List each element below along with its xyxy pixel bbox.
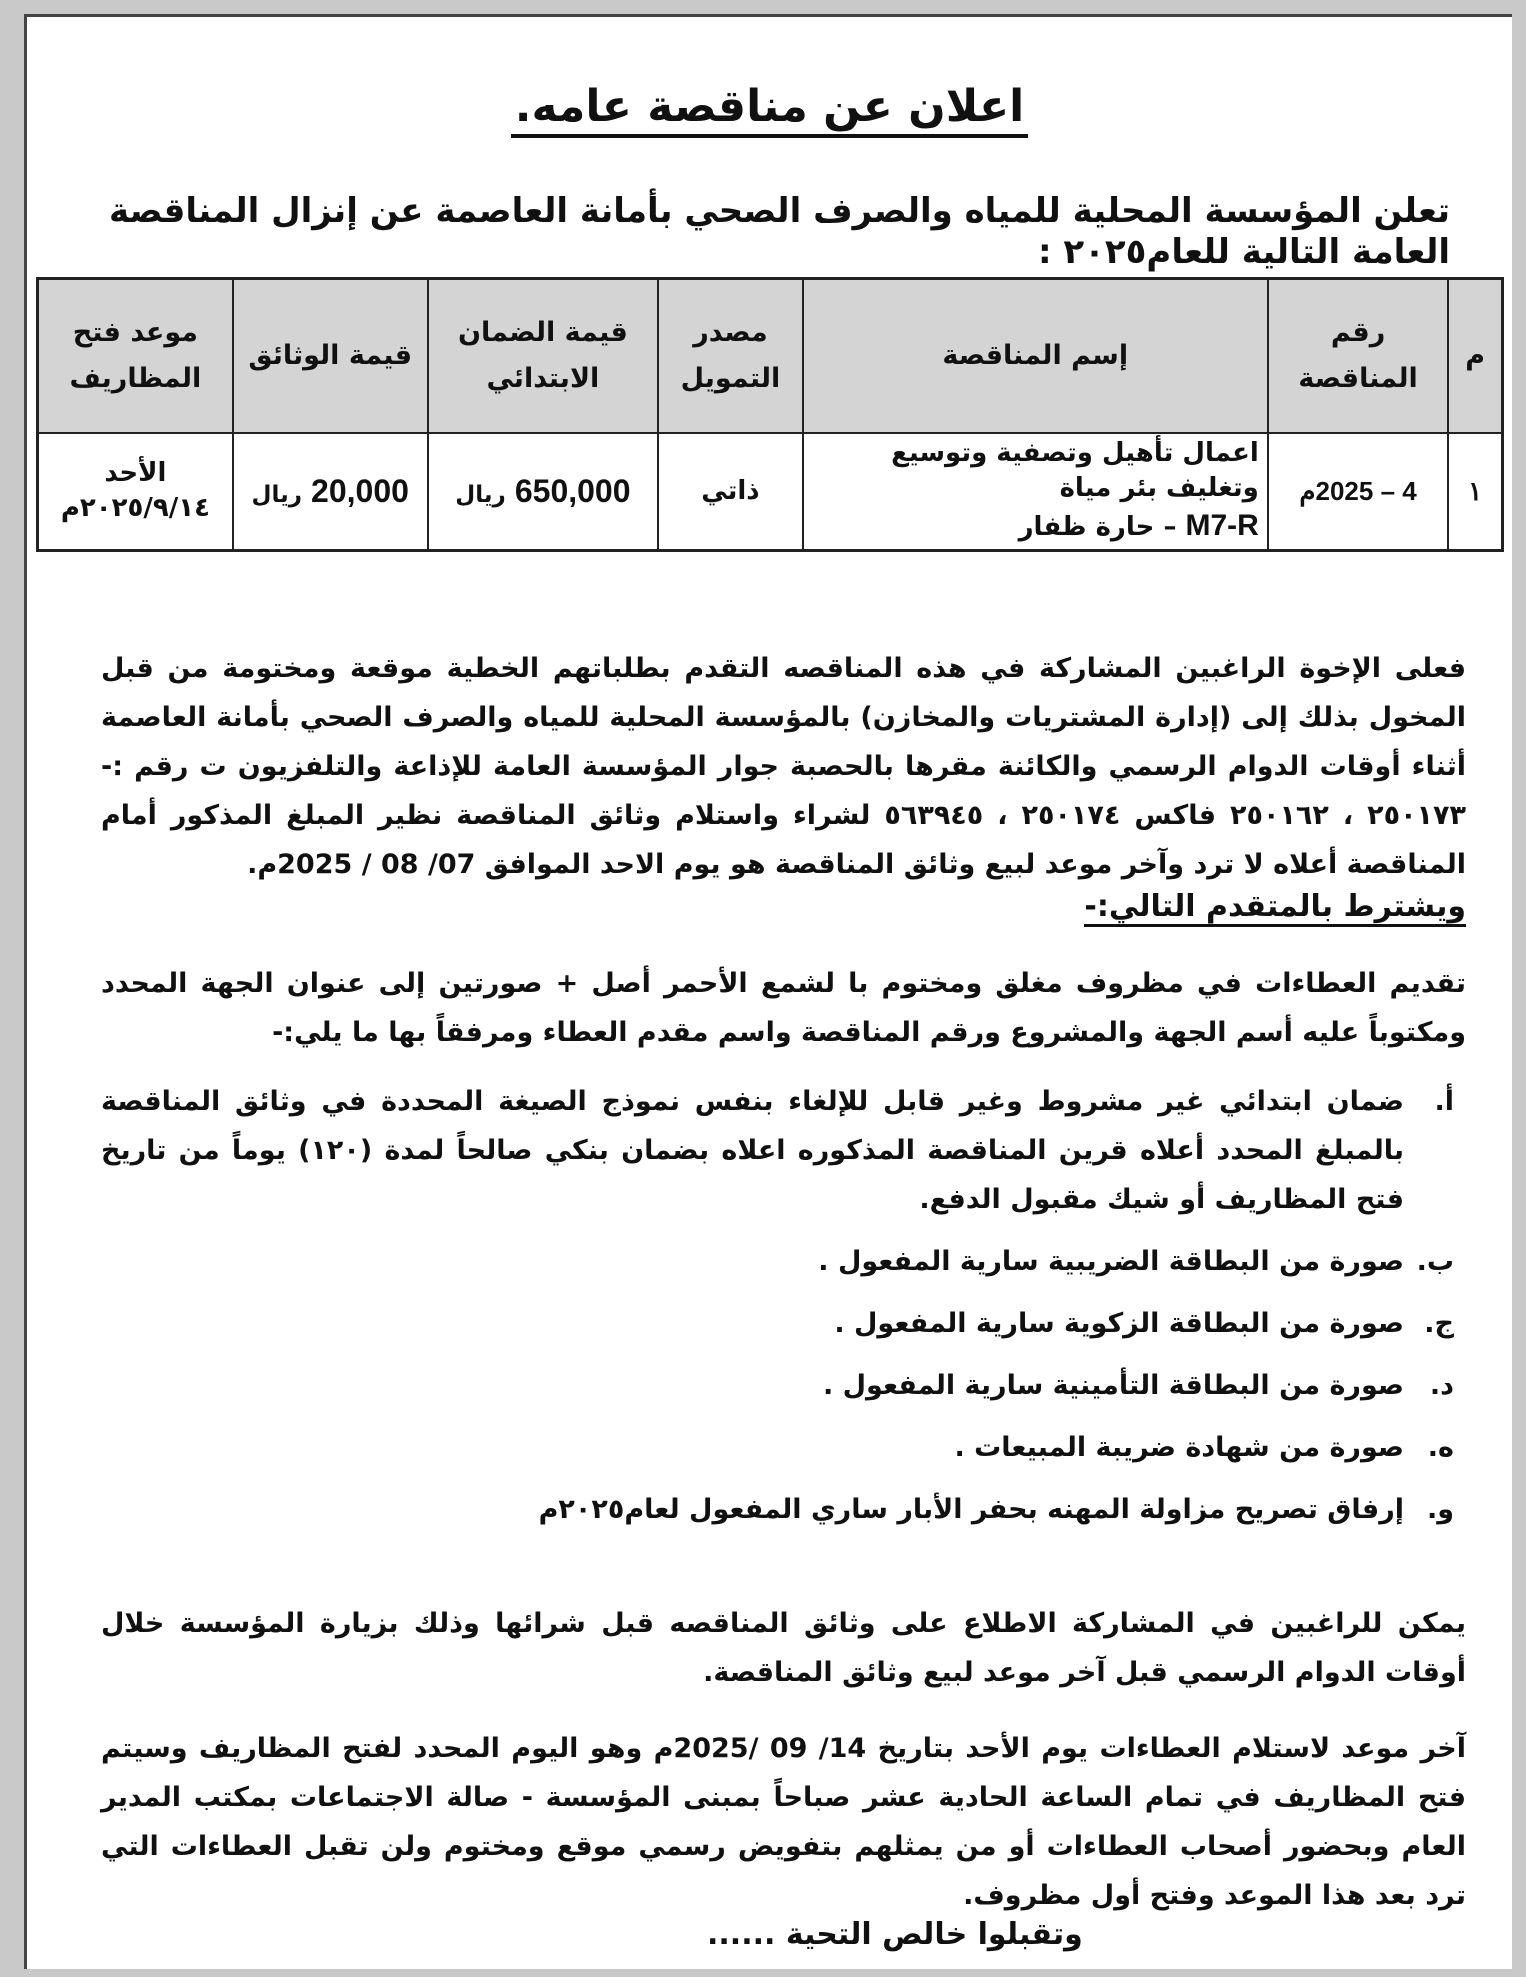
list-item: ه. صورة من شهادة ضريبة المبيعات . — [954, 1432, 1454, 1463]
header-tender-name: إسم المناقصة — [803, 279, 1268, 434]
cell-serial: ١ — [1448, 433, 1502, 550]
submission-paragraph: تقديم العطاءات في مظروف مغلق ومختوم با لشمع الأحمر أصل + صورتين إلى عنوان الجهة المحدد ومكتوباً عليه أسم الجهة والمشروع ورقم المناقصة واسم مقدم العطاء ومرفقاً بها ما يلي:- — [101, 968, 1466, 1048]
intro-paragraph: تعلن المؤسسة المحلية للمياه والصرف الصحي بأمانة العاصمة عن إنزال المناقصة العامة التالية للعام٢٠٢٥ : — [109, 191, 1450, 273]
header-funding-source: مصدر التمويل — [658, 279, 802, 434]
list-item: أ. ضمان ابتدائي غير مشروط وغير قابل للإلغاء بنفس نموذج الصيغة المحددة في وثائق المناقصة بالمبلغ المحدد أعلاه قرين المناقصة المذكوره اعلاه بضمان بنكي صالحاً لمدة (١٢٠) يوماً من تاريخ فتح المظاريف أو شيك مقبول الدفع. — [101, 1086, 1454, 1215]
cell-tender-name: اعمال تأهيل وتصفية وتوسيع وتغليف بئر مياة M7-R – حارة ظفار — [803, 433, 1268, 550]
document-title: اعلان عن مناقصة عامه. — [27, 17, 1512, 131]
requirements-list — [101, 1077, 1466, 1547]
header-serial: م — [1448, 279, 1502, 434]
cell-tender-number: 4 – 2025م — [1268, 433, 1448, 550]
cell-initial-guarantee: 650,000 ريال — [428, 433, 659, 550]
header-documents-value: قيمة الوثائق — [233, 279, 428, 434]
header-opening-date: موعد فتح المظاريف — [38, 279, 233, 434]
header-initial-guarantee: قيمة الضمان الابتدائي — [428, 279, 659, 434]
document-page — [24, 14, 1512, 1969]
list-item: ب. صورة من البطاقة الضريبية سارية المفعول . — [818, 1246, 1454, 1277]
deadline-paragraph: آخر موعد لاستلام العطاءات يوم الأحد بتاريخ 14/ 09 /2025م وهو اليوم المحدد لفتح المظاريف وسيتم فتح المظاريف في تمام الساعة الحادية عشر صباحاً بمبنى المؤسسة - صالة الاجتماعات بمكتب المدير العام وبحضور أصحاب العطاءات أو من يمثلهم بتفويض رسمي موقع ومختوم ولن تقبل العطاءات التي ترد بعد هذا الموعد وفتح أول مظروف. — [101, 1733, 1467, 1911]
list-item: د. صورة من البطاقة التأمينية سارية المفعول . — [822, 1370, 1454, 1401]
purchase-instructions-paragraph: فعلى الإخوة الراغبين المشاركة في هذه المناقصه التقدم بطلباتهم الخطية موقعة ومختومة من قبل المخول بذلك إلى (إدارة المشتريات والمخازن) بالمؤسسة المحلية للمياه والصرف الصحي بأمانة العاصمة أثناء أوقات الدوام الرسمي والكائنة مقرها بالحصبة جوار المؤسسة العامة للإذاعة والتلفزيون ت رقم :- ٢٥٠١٧٣ ، ٢٥٠١٦٢ فاكس ٢٥٠١٧٤ ، ٥٦٣٩٤٥ لشراء واستلام وثائق المناقصة نظير المبلغ المذكور أمام المناقصة أعلاه لا ترد وآخر موعد لبيع وثائق المناقصة هو يوم الاحد الموافق 07/ 08 / 2025م. — [101, 653, 1466, 880]
cell-opening-date: الأحد ٢٠٢٥/٩/١٤م — [38, 433, 233, 550]
table-row — [38, 433, 1503, 550]
header-tender-number: رقم المناقصة — [1268, 279, 1448, 434]
closing-greeting: وتقبلوا خالص التحية ...... — [707, 1917, 1083, 1952]
cell-documents-value: 20,000 ريال — [233, 433, 428, 550]
list-item: ج. صورة من البطاقة الزكوية سارية المفعول . — [834, 1308, 1454, 1339]
conditions-heading: ويشترط بالمتقدم التالي:- — [1084, 889, 1466, 924]
table-header-row — [38, 279, 1503, 434]
tender-table — [36, 277, 1504, 552]
inspection-paragraph: يمكن للراغبين في المشاركة الاطلاع على وثائق المناقصه قبل شرائها وذلك بزيارة المؤسسة خلال أوقات الدوام الرسمي قبل آخر موعد لبيع وثائق المناقصة. — [101, 1608, 1466, 1688]
cell-funding-source: ذاتي — [658, 433, 802, 550]
list-item: و. إرفاق تصريح مزاولة المهنه بحفر الأبار ساري المفعول لعام٢٠٢٥م — [538, 1494, 1454, 1525]
